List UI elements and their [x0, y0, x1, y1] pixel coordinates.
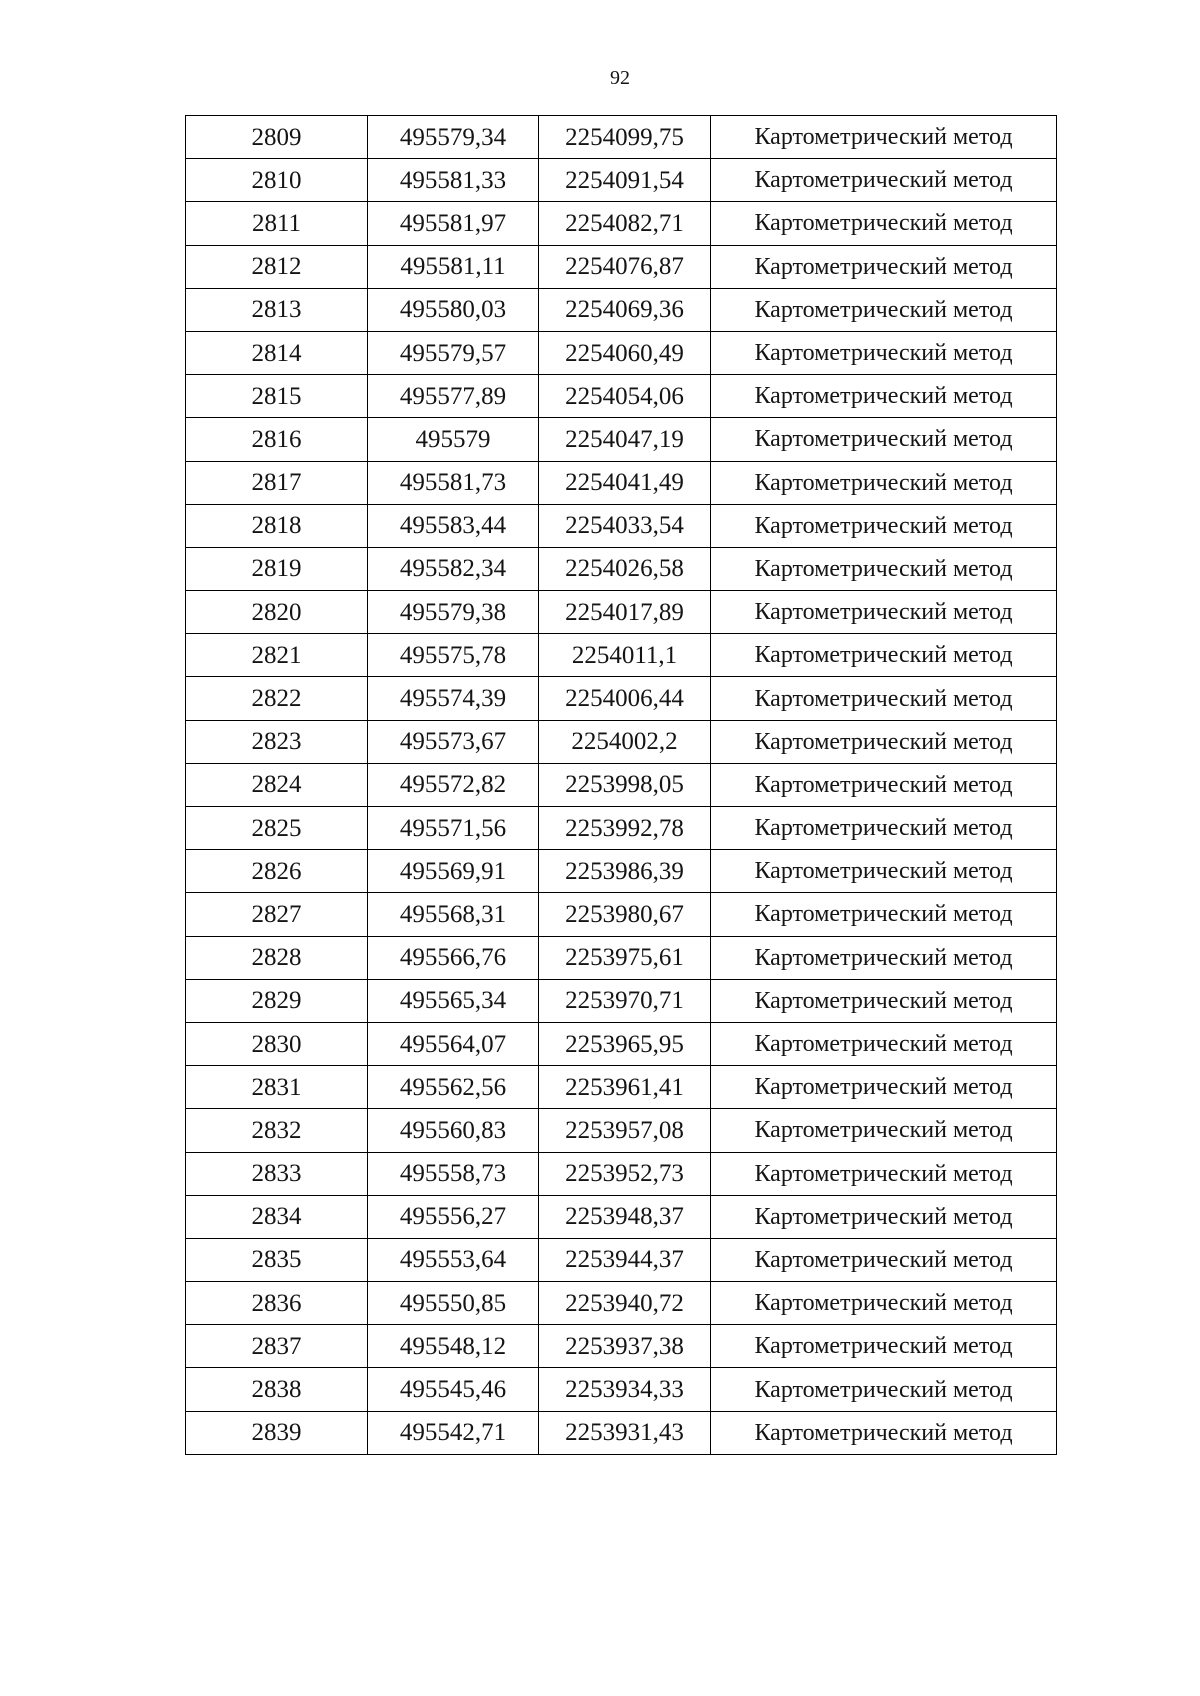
x-coordinate-cell: 495574,39 [368, 677, 539, 720]
table-row [186, 116, 1057, 159]
x-coordinate-cell: 495579 [368, 418, 539, 461]
table-row [186, 1066, 1057, 1109]
table-row [186, 1238, 1057, 1281]
table-row [186, 677, 1057, 720]
table-row [186, 1325, 1057, 1368]
point-number-cell: 2814 [186, 331, 368, 374]
point-number-cell: 2839 [186, 1411, 368, 1454]
point-number-cell: 2813 [186, 288, 368, 331]
point-number-cell: 2834 [186, 1195, 368, 1238]
point-number-cell: 2826 [186, 850, 368, 893]
table-row [186, 720, 1057, 763]
point-number-cell: 2822 [186, 677, 368, 720]
table-row [186, 591, 1057, 634]
method-cell: Картометрический метод [711, 547, 1057, 590]
method-cell: Картометрический метод [711, 116, 1057, 159]
x-coordinate-cell: 495565,34 [368, 979, 539, 1022]
x-coordinate-cell: 495572,82 [368, 763, 539, 806]
table-row [186, 1195, 1057, 1238]
method-cell: Картометрический метод [711, 720, 1057, 763]
table-row [186, 504, 1057, 547]
y-coordinate-cell: 2254033,54 [539, 504, 711, 547]
table-row [186, 979, 1057, 1022]
x-coordinate-cell: 495550,85 [368, 1282, 539, 1325]
point-number-cell: 2815 [186, 375, 368, 418]
y-coordinate-cell: 2253986,39 [539, 850, 711, 893]
y-coordinate-cell: 2253980,67 [539, 893, 711, 936]
y-coordinate-cell: 2254002,2 [539, 720, 711, 763]
table-row [186, 1022, 1057, 1065]
method-cell: Картометрический метод [711, 375, 1057, 418]
coordinates-table-body [186, 116, 1057, 1455]
method-cell: Картометрический метод [711, 1325, 1057, 1368]
table-row [186, 288, 1057, 331]
x-coordinate-cell: 495556,27 [368, 1195, 539, 1238]
table-row [186, 1282, 1057, 1325]
point-number-cell: 2809 [186, 116, 368, 159]
x-coordinate-cell: 495581,33 [368, 159, 539, 202]
point-number-cell: 2816 [186, 418, 368, 461]
y-coordinate-cell: 2254091,54 [539, 159, 711, 202]
page-number: 92 [610, 67, 630, 89]
y-coordinate-cell: 2254011,1 [539, 634, 711, 677]
method-cell: Картометрический метод [711, 979, 1057, 1022]
table-row [186, 1411, 1057, 1454]
method-cell: Картометрический метод [711, 850, 1057, 893]
y-coordinate-cell: 2254099,75 [539, 116, 711, 159]
method-cell: Картометрический метод [711, 591, 1057, 634]
point-number-cell: 2831 [186, 1066, 368, 1109]
y-coordinate-cell: 2254054,06 [539, 375, 711, 418]
method-cell: Картометрический метод [711, 893, 1057, 936]
method-cell: Картометрический метод [711, 1195, 1057, 1238]
point-number-cell: 2832 [186, 1109, 368, 1152]
point-number-cell: 2828 [186, 936, 368, 979]
x-coordinate-cell: 495564,07 [368, 1022, 539, 1065]
y-coordinate-cell: 2253934,33 [539, 1368, 711, 1411]
y-coordinate-cell: 2254047,19 [539, 418, 711, 461]
table-row [186, 807, 1057, 850]
x-coordinate-cell: 495581,97 [368, 202, 539, 245]
method-cell: Картометрический метод [711, 1066, 1057, 1109]
y-coordinate-cell: 2253957,08 [539, 1109, 711, 1152]
method-cell: Картометрический метод [711, 1238, 1057, 1281]
x-coordinate-cell: 495577,89 [368, 375, 539, 418]
method-cell: Картометрический метод [711, 504, 1057, 547]
point-number-cell: 2833 [186, 1152, 368, 1195]
point-number-cell: 2838 [186, 1368, 368, 1411]
point-number-cell: 2830 [186, 1022, 368, 1065]
point-number-cell: 2829 [186, 979, 368, 1022]
y-coordinate-cell: 2254076,87 [539, 245, 711, 288]
method-cell: Картометрический метод [711, 202, 1057, 245]
y-coordinate-cell: 2254041,49 [539, 461, 711, 504]
method-cell: Картометрический метод [711, 1411, 1057, 1454]
y-coordinate-cell: 2254017,89 [539, 591, 711, 634]
y-coordinate-cell: 2254026,58 [539, 547, 711, 590]
method-cell: Картометрический метод [711, 288, 1057, 331]
method-cell: Картометрический метод [711, 331, 1057, 374]
x-coordinate-cell: 495562,56 [368, 1066, 539, 1109]
table-row [186, 850, 1057, 893]
table-row [186, 245, 1057, 288]
method-cell: Картометрический метод [711, 763, 1057, 806]
y-coordinate-cell: 2253931,43 [539, 1411, 711, 1454]
y-coordinate-cell: 2253948,37 [539, 1195, 711, 1238]
table-row [186, 763, 1057, 806]
point-number-cell: 2823 [186, 720, 368, 763]
x-coordinate-cell: 495553,64 [368, 1238, 539, 1281]
point-number-cell: 2824 [186, 763, 368, 806]
table-row [186, 202, 1057, 245]
y-coordinate-cell: 2254060,49 [539, 331, 711, 374]
method-cell: Картометрический метод [711, 1282, 1057, 1325]
point-number-cell: 2810 [186, 159, 368, 202]
table-row [186, 1152, 1057, 1195]
x-coordinate-cell: 495569,91 [368, 850, 539, 893]
method-cell: Картометрический метод [711, 461, 1057, 504]
method-cell: Картометрический метод [711, 1109, 1057, 1152]
point-number-cell: 2819 [186, 547, 368, 590]
point-number-cell: 2821 [186, 634, 368, 677]
x-coordinate-cell: 495580,03 [368, 288, 539, 331]
x-coordinate-cell: 495558,73 [368, 1152, 539, 1195]
x-coordinate-cell: 495579,38 [368, 591, 539, 634]
y-coordinate-cell: 2253970,71 [539, 979, 711, 1022]
point-number-cell: 2836 [186, 1282, 368, 1325]
x-coordinate-cell: 495579,57 [368, 331, 539, 374]
point-number-cell: 2827 [186, 893, 368, 936]
coordinates-table [185, 115, 1057, 1455]
x-coordinate-cell: 495581,11 [368, 245, 539, 288]
point-number-cell: 2820 [186, 591, 368, 634]
table-row [186, 936, 1057, 979]
table-row [186, 331, 1057, 374]
table-row [186, 159, 1057, 202]
y-coordinate-cell: 2253940,72 [539, 1282, 711, 1325]
point-number-cell: 2812 [186, 245, 368, 288]
y-coordinate-cell: 2253961,41 [539, 1066, 711, 1109]
y-coordinate-cell: 2253944,37 [539, 1238, 711, 1281]
table-row [186, 893, 1057, 936]
x-coordinate-cell: 495573,67 [368, 720, 539, 763]
method-cell: Картометрический метод [711, 936, 1057, 979]
x-coordinate-cell: 495545,46 [368, 1368, 539, 1411]
y-coordinate-cell: 2253952,73 [539, 1152, 711, 1195]
x-coordinate-cell: 495568,31 [368, 893, 539, 936]
x-coordinate-cell: 495575,78 [368, 634, 539, 677]
table-row [186, 461, 1057, 504]
point-number-cell: 2817 [186, 461, 368, 504]
method-cell: Картометрический метод [711, 418, 1057, 461]
point-number-cell: 2837 [186, 1325, 368, 1368]
table-row [186, 547, 1057, 590]
method-cell: Картометрический метод [711, 807, 1057, 850]
x-coordinate-cell: 495582,34 [368, 547, 539, 590]
y-coordinate-cell: 2253975,61 [539, 936, 711, 979]
point-number-cell: 2835 [186, 1238, 368, 1281]
y-coordinate-cell: 2253992,78 [539, 807, 711, 850]
x-coordinate-cell: 495583,44 [368, 504, 539, 547]
x-coordinate-cell: 495542,71 [368, 1411, 539, 1454]
x-coordinate-cell: 495566,76 [368, 936, 539, 979]
x-coordinate-cell: 495560,83 [368, 1109, 539, 1152]
method-cell: Картометрический метод [711, 1368, 1057, 1411]
method-cell: Картометрический метод [711, 245, 1057, 288]
method-cell: Картометрический метод [711, 159, 1057, 202]
x-coordinate-cell: 495579,34 [368, 116, 539, 159]
method-cell: Картометрический метод [711, 677, 1057, 720]
point-number-cell: 2811 [186, 202, 368, 245]
y-coordinate-cell: 2253998,05 [539, 763, 711, 806]
y-coordinate-cell: 2253937,38 [539, 1325, 711, 1368]
x-coordinate-cell: 495571,56 [368, 807, 539, 850]
y-coordinate-cell: 2254069,36 [539, 288, 711, 331]
method-cell: Картометрический метод [711, 1152, 1057, 1195]
method-cell: Картометрический метод [711, 634, 1057, 677]
table-row [186, 375, 1057, 418]
point-number-cell: 2825 [186, 807, 368, 850]
point-number-cell: 2818 [186, 504, 368, 547]
table-row [186, 634, 1057, 677]
table-row [186, 1109, 1057, 1152]
table-row [186, 418, 1057, 461]
method-cell: Картометрический метод [711, 1022, 1057, 1065]
y-coordinate-cell: 2254006,44 [539, 677, 711, 720]
x-coordinate-cell: 495581,73 [368, 461, 539, 504]
y-coordinate-cell: 2253965,95 [539, 1022, 711, 1065]
y-coordinate-cell: 2254082,71 [539, 202, 711, 245]
table-row [186, 1368, 1057, 1411]
x-coordinate-cell: 495548,12 [368, 1325, 539, 1368]
